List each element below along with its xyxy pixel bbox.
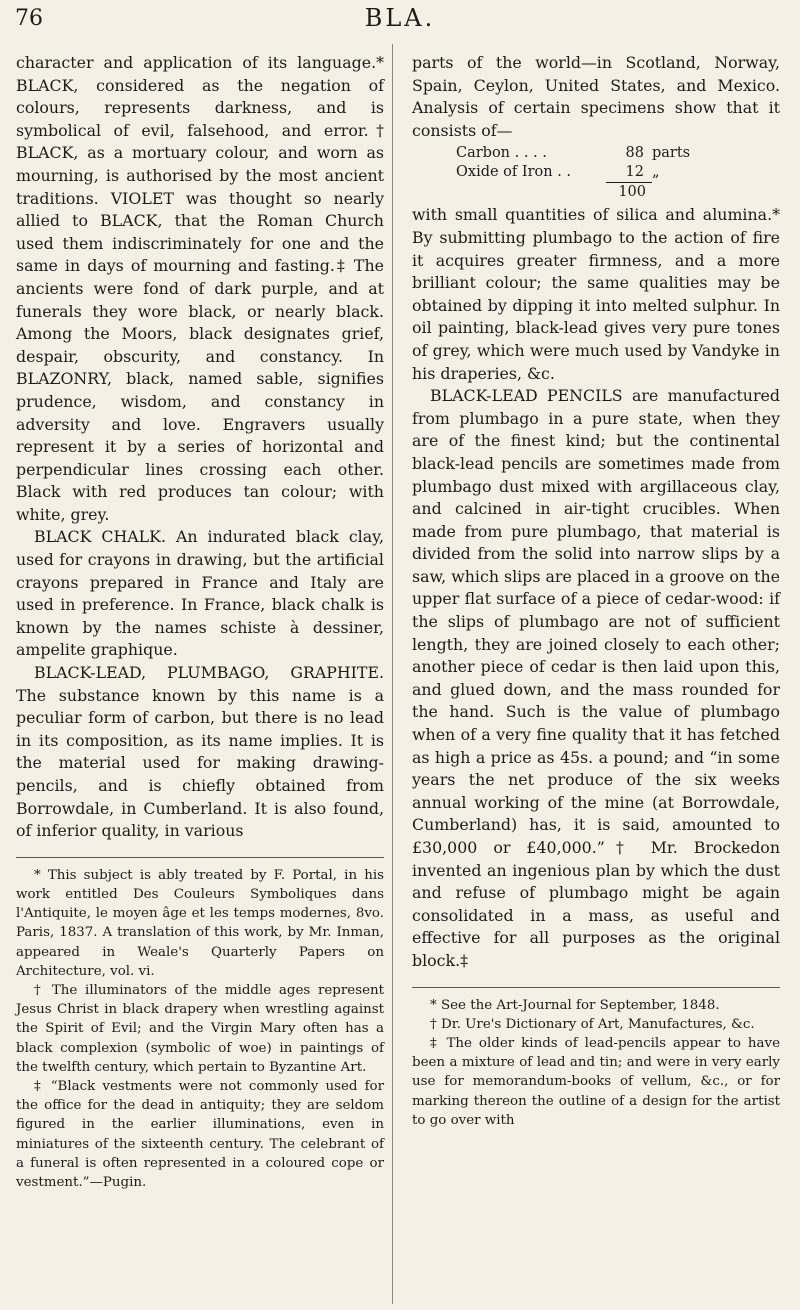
paragraph-localities: parts of the world—in Scotland, Norway, Spain, Ceylon, United States, and Mexico. Analysis of certain specimens show that it consists of— [412,53,780,140]
paragraph-black: character and application of its language.* BLACK, considered as the negation of colours, represents darkness, and is symbolical of evil, falsehood, and error.† BLACK, as a mortuary colour, and worn as mourning, is authorised by the most ancient traditions. VIOLET was thought so nearly allied to BLACK, that the Roman Church used them indiscriminately for one and the same in days of mourning and fasting.‡ The ancients were fond of dark purple, and at funerals they wore black, or nearly black. Among the Moors, black designates grief, despair, obscurity, and constancy. In BLAZONRY, black, named sable, signifies prudence, wisdom, and constancy in adversity and love. Engravers usually represent it by a series of horizontal and perpendicular lines crossing each other. Black with red produces tan colour; with white, grey. [16,53,384,524]
component-value: 88 [625,145,644,162]
page-number: 76 [15,6,43,31]
composition-row [456,163,780,182]
right-column [412,52,780,1130]
footnote: † The illuminators of the middle ages represent Jesus Christ in black drapery when wrestling against the Spirit of Evil; and the Virgin Mary often has a black complexion (symbolic of woe) in paintings of the twelfth century, which pertain to Byzantine Art. [16,983,384,1075]
left-column [16,52,384,1192]
footnote: ‡ “Black vestments were not commonly used for the office for the dead in antiquity; they are seldom figured in the earlier illuminations, even in miniatures of the sixteenth century. The celebrant of a funeral is often represented in a coloured cope or vestment.”—Pugin. [16,1079,384,1191]
footnote: † Dr. Ure's Dictionary of Art, Manufactures, &c. [430,1016,755,1032]
footnote: * This subject is ably treated by F. Portal, in his work entitled Des Couleurs Symboliques dans l'Antiquite, le moyen âge et les temps modernes, 8vo. Paris, 1837. A translation of this work, by Mr. Inman, appeared in Weale's Quarterly Papers on Architecture, vol. vi. [16,867,384,979]
paragraph-black-chalk: BLACK CHALK. An indurated black clay, used for crayons in drawing, but the artificial crayons prepared in France and Italy are used in preference. In France, black chalk is known by the names schiste à dessiner, ampelite graphique. [16,527,384,660]
component-unit: „ [652,164,660,181]
composition-row [456,144,780,163]
paragraph-black-lead: BLACK-LEAD, PLUMBAGO, GRAPHITE. The substance known by this name is a peculiar form of carbon, but there is no lead in its composition, as its name implies. It is the material used for making drawing-pencils, and is chiefly obtained from Borrowdale, in Cumberland. It is also found, of inferior quality, in various [16,663,384,841]
component-name: Oxide of Iron . . [456,164,572,181]
running-head: BLA. [364,4,436,32]
footnotes-right [412,987,780,1130]
footnote: ‡ The older kinds of lead-pencils appear to have been a mixture of lead and tin; and were in very early use for memorandum-books of vellum, &c., or for marking thereon the outline of a design for the artist to go over with [412,1035,780,1128]
paragraph-silica: with small quantities of silica and alumina.* By submitting plumbago to the action of fire it acquires greater firmness, and a more brilliant colour; the same qualities may be obtained by dipping it into melted sulphur. In oil painting, black-lead gives very pure tones of grey, which were much used by Vandyke in his draperies, &c. [412,205,780,383]
component-name: Carbon . . . . [456,145,547,162]
footnotes-left [16,857,384,1192]
composition-total: 100 [606,182,652,202]
component-value: 12 [625,164,644,181]
paragraph-pencils: BLACK-LEAD PENCILS are manufactured from plumbago in a pure state, when they are of the finest kind; but the continental black-lead pencils are sometimes made from plumbago dust mixed with argillaceous clay, and calcined in air-tight crucibles. When made from pure plumbago, that material is divided from the solid into narrow slips by a saw, which slips are placed in a groove on the upper flat surface of a piece of cedar-wood: if the slips of plumbago are not of sufficient length, they are joined closely to each other; another piece of cedar is then laid upon this, and glued down, and the mass rounded for the hand. Such is the value of plumbago when of a very fine quality that it has fetched as high a price as 45s. a pound; and “in some years the net produce of the six weeks annual working of the mine (at Borrowdale, Cumberland) has, it is said, amounted to £30,000 or £40,000.”† Mr. Brockedon invented an ingenious plan by which the dust and refuse of plumbago might be again consolidated in a mass, as useful and effective for all purposes as the original block.‡ [412,386,780,970]
footnote: * See the Art-Journal for September, 1848. [430,997,720,1013]
column-divider [392,44,393,1304]
composition-table [456,144,780,202]
component-unit: parts [652,145,691,162]
